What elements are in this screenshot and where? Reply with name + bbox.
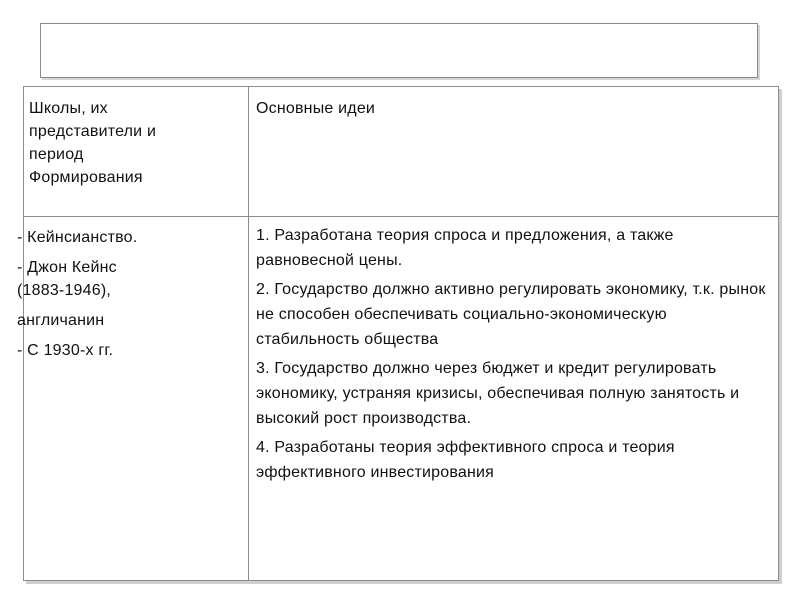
header-schools-line: Школы, их	[29, 100, 108, 117]
school-cell	[17, 226, 245, 362]
idea-item: 4. Разработаны теория эффективного спроса и теория эффективного инвестирования	[256, 439, 675, 481]
header-ideas-cell	[256, 97, 766, 120]
header-schools-line: период	[29, 146, 84, 163]
header-schools-line: Формирования	[29, 169, 143, 186]
school-period: - С 1930-х гг.	[17, 342, 114, 359]
idea-item: 3. Государство должно через бюджет и кредит регулировать экономику, устраняя кризисы, обеспечивая полную занятость и высокий рост производства.	[256, 360, 740, 427]
schools-table	[17, 86, 779, 581]
header-schools-cell	[29, 97, 244, 189]
school-representative-nationality: англичанин	[17, 312, 105, 329]
school-representative: - Джон Кейнс	[17, 259, 117, 276]
slide-title-box	[40, 23, 758, 78]
header-schools-line: представители и	[29, 123, 157, 140]
ideas-cell	[256, 223, 772, 489]
row-divider	[24, 216, 778, 217]
idea-item: 2. Государство должно активно регулировать экономику, т.к. рынок не способен обеспечивать социально-экономическую стабильность общества	[256, 281, 766, 348]
header-ideas-label: Основные идеи	[256, 100, 376, 117]
column-divider	[248, 87, 249, 580]
school-name: - Кейнсианство.	[17, 229, 138, 246]
idea-item: 1. Разработана теория спроса и предложения, а также равновесной цены.	[256, 227, 674, 269]
school-representative-years: (1883-1946),	[17, 282, 112, 299]
